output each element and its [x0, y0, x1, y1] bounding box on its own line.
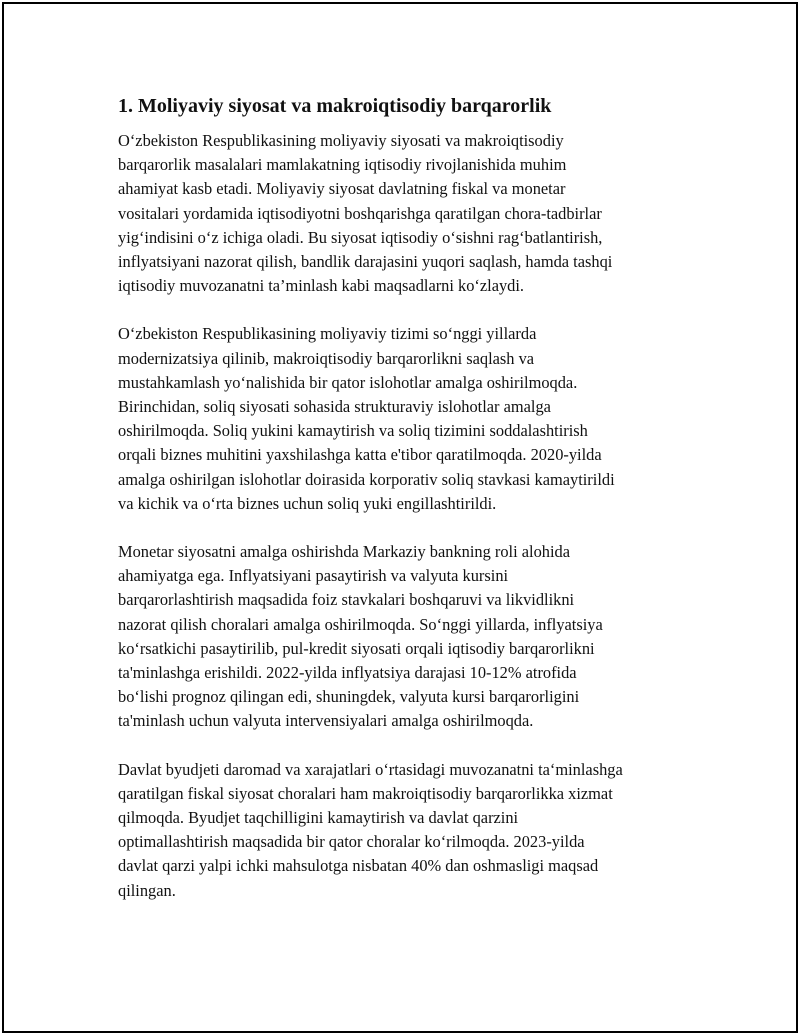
text-line: Birinchidan, soliq siyosati sohasida strukturaviy islohotlar amalga: [118, 397, 551, 417]
text-line: O‘zbekiston Respublikasining moliyaviy tizimi so‘nggi yillarda: [118, 324, 537, 344]
text-line: optimallashtirish maqsadida bir qator choralar ko‘rilmoqda. 2023-yilda: [118, 832, 585, 852]
text-line: Monetar siyosatni amalga oshirishda Markaziy bankning roli alohida: [118, 542, 570, 562]
paragraph-1: [118, 129, 693, 298]
text-line: ahamiyatga ega. Inflyatsiyani pasaytirish va valyuta kursini: [118, 566, 509, 586]
text-line: amalga oshirilgan islohotlar doirasida korporativ soliq stavkasi kamaytirildi: [118, 469, 615, 489]
text-line: inflyatsiyani nazorat qilish, bandlik darajasini yuqori saqlash, hamda tashqi: [118, 252, 613, 272]
text-line: mustahkamlash yo‘nalishida bir qator islohotlar amalga oshirilmoqda.: [118, 372, 578, 392]
text-line: va kichik va o‘rta biznes uchun soliq yuki engillashtirildi.: [118, 493, 497, 513]
text-line: modernizatsiya qilinib, makroiqtisodiy barqarorlikni saqlash va: [118, 348, 535, 368]
paragraph-3: [118, 540, 693, 734]
text-line: ta'minlash uchun valyuta intervensiyalari amalga oshirilmoqda.: [118, 711, 534, 731]
text-line: bo‘lishi prognoz qilingan edi, shuningdek, valyuta kursi barqarorligini: [118, 687, 580, 707]
text-line: barqarorlik masalalari mamlakatning iqtisodiy rivojlanishida muhim: [118, 155, 567, 175]
text-line: oshirilmoqda. Soliq yukini kamaytirish va soliq tizimini soddalashtirish: [118, 421, 588, 441]
text-line: orqali biznes muhitini yaxshilashga katta e'tibor qaratilmoqda. 2020-yilda: [118, 445, 602, 465]
paragraph-4: [118, 758, 693, 903]
text-line: vositalari yordamida iqtisodiyotni boshqarishga qaratilgan chora-tadbirlar: [118, 203, 602, 223]
text-line: qilmoqda. Byudjet taqchilligini kamaytirish va davlat qarzini: [118, 808, 519, 828]
text-line: ko‘rsatkichi pasaytirilib, pul-kredit siyosati orqali iqtisodiy barqarorlikni: [118, 638, 595, 658]
section-heading: 1. Moliyaviy siyosat va makroiqtisodiy barqarorlik: [118, 95, 552, 117]
text-line: ta'minlashga erishildi. 2022-yilda inflyatsiya darajasi 10-12% atrofida: [118, 663, 577, 683]
text-line: iqtisodiy muvozanatni ta’minlash kabi maqsadlarni ko‘zlaydi.: [118, 276, 525, 296]
text-line: Davlat byudjeti daromad va xarajatlari o‘rtasidagi muvozanatni ta‘minlashga: [118, 759, 623, 779]
paragraph-2: [118, 322, 693, 516]
text-line: barqarorlashtirish maqsadida foiz stavkalari boshqaruvi va likvidlikni: [118, 590, 575, 610]
text-line: ahamiyat kasb etadi. Moliyaviy siyosat davlatning fiskal va monetar: [118, 179, 566, 199]
text-line: nazorat qilish choralari amalga oshirilmoqda. So‘nggi yillarda, inflyatsiya: [118, 614, 603, 634]
text-line: yig‘indisini o‘z ichiga oladi. Bu siyosat iqtisodiy o‘sishni rag‘batlantirish,: [118, 227, 603, 247]
document-body: [118, 92, 693, 927]
text-line: davlat qarzi yalpi ichki mahsulotga nisbatan 40% dan oshmasligi maqsad: [118, 856, 599, 876]
text-line: qaratilgan fiskal siyosat choralari ham makroiqtisodiy barqarorlikka xizmat: [118, 783, 613, 803]
text-line: O‘zbekiston Respublikasining moliyaviy siyosati va makroiqtisodiy: [118, 131, 564, 150]
text-line: qilingan.: [118, 880, 176, 900]
